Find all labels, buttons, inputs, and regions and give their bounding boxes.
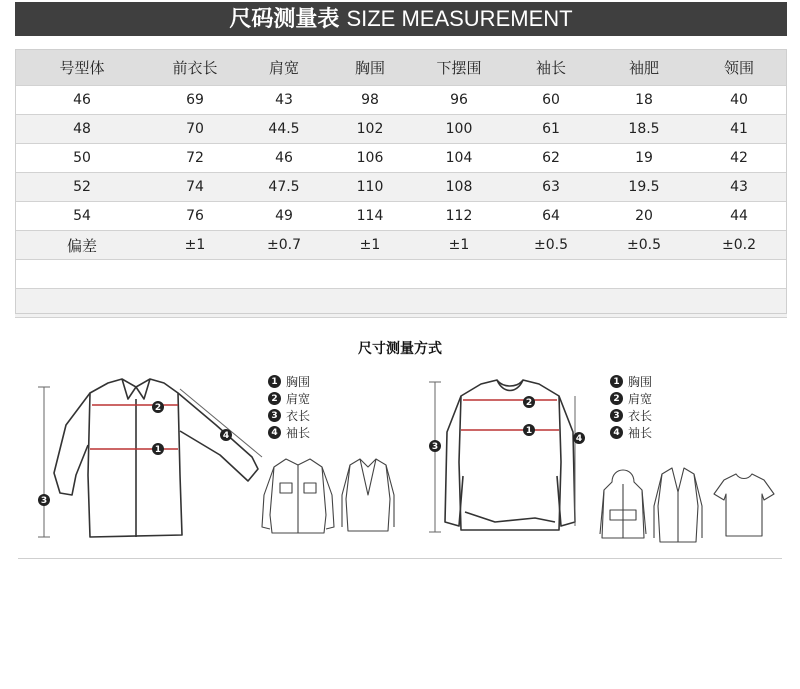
table-cell: 69 [149, 86, 241, 115]
header-collar: 领围 [691, 49, 787, 86]
table-cell: ±0.5 [597, 231, 691, 260]
table-cell: 47.5 [241, 173, 327, 202]
jacket-sketches [258, 455, 398, 545]
table-cell: ±0.2 [691, 231, 787, 260]
legend-label: 衣长 [628, 409, 653, 423]
legend-label: 胸围 [628, 375, 653, 389]
size-table [15, 49, 787, 318]
table-header-row [15, 49, 787, 86]
table-cell: 49 [241, 202, 327, 231]
legend-item [610, 373, 652, 390]
table-cell: 102 [327, 115, 413, 144]
svg-text:2: 2 [154, 403, 162, 413]
table-cell: 19.5 [597, 173, 691, 202]
shirt-illustration [30, 365, 270, 555]
legend-label: 衣长 [286, 409, 311, 423]
legend-item [268, 407, 310, 424]
table-row-empty [15, 289, 787, 318]
table-cell: 52 [15, 173, 149, 202]
table-cell: 114 [327, 202, 413, 231]
legend-label: 肩宽 [628, 392, 653, 406]
table-cell: 98 [327, 86, 413, 115]
table-cell: 60 [505, 86, 597, 115]
legend-label: 肩宽 [286, 392, 311, 406]
table-cell: 46 [15, 86, 149, 115]
table-cell: 76 [149, 202, 241, 231]
table-cell: 104 [413, 144, 505, 173]
table-cell: 112 [413, 202, 505, 231]
table-cell: 96 [413, 86, 505, 115]
legend-item [610, 390, 652, 407]
header-shoulder: 肩宽 [241, 49, 327, 86]
legend-item [268, 390, 310, 407]
table-cell: 72 [149, 144, 241, 173]
svg-text:4: 4 [575, 434, 583, 444]
table-cell: 62 [505, 144, 597, 173]
table-cell: 63 [505, 173, 597, 202]
number-badge: 2 [610, 392, 623, 405]
legend-item [610, 407, 652, 424]
table-row [15, 115, 787, 144]
header-sleeve-length: 袖长 [505, 49, 597, 86]
legend-right [610, 373, 652, 441]
jacket-illustration [258, 455, 398, 545]
title-cn: 尺码测量表 [229, 7, 340, 32]
table-cell: 43 [241, 86, 327, 115]
table-cell: 18 [597, 86, 691, 115]
table-cell: 106 [327, 144, 413, 173]
number-badge: 4 [610, 426, 623, 439]
title-en: SIZE MEASUREMENT [346, 6, 573, 31]
table-row [15, 202, 787, 231]
table-cell: 54 [15, 202, 149, 231]
table-row [15, 173, 787, 202]
legend-label: 袖长 [628, 426, 653, 440]
legend-label: 袖长 [286, 426, 311, 440]
header-size: 号型体 [15, 49, 149, 86]
table-cell: 42 [691, 144, 787, 173]
svg-text:3: 3 [40, 496, 48, 506]
table-cell: 44 [691, 202, 787, 231]
legend-label: 胸围 [286, 375, 311, 389]
table-cell: 74 [149, 173, 241, 202]
garment-sketches [598, 462, 778, 552]
table-cell: 64 [505, 202, 597, 231]
table-cell: 40 [691, 86, 787, 115]
garments-illustration [598, 462, 778, 552]
sweater-diagram [425, 372, 595, 542]
number-badge: 1 [268, 375, 281, 388]
empty-cell [15, 260, 787, 289]
svg-text:4: 4 [222, 431, 230, 441]
table-cell: 41 [691, 115, 787, 144]
table-cell: 110 [327, 173, 413, 202]
table-cell: 48 [15, 115, 149, 144]
svg-text:3: 3 [431, 442, 439, 452]
table-cell: 44.5 [241, 115, 327, 144]
table-row [15, 144, 787, 173]
header-hem: 下摆围 [413, 49, 505, 86]
legend-left [268, 373, 310, 441]
svg-text:2: 2 [525, 398, 533, 408]
legend-item [268, 373, 310, 390]
number-badge: 4 [268, 426, 281, 439]
table-row [15, 86, 787, 115]
number-badge: 1 [610, 375, 623, 388]
table-cell: 18.5 [597, 115, 691, 144]
table-cell: ±1 [149, 231, 241, 260]
table-cell: 70 [149, 115, 241, 144]
title-bar [15, 2, 787, 36]
table-cell: 50 [15, 144, 149, 173]
table-cell: ±1 [327, 231, 413, 260]
table-cell: 20 [597, 202, 691, 231]
empty-cell [15, 289, 787, 318]
table-cell: ±0.7 [241, 231, 327, 260]
table-cell: ±0.5 [505, 231, 597, 260]
svg-text:1: 1 [154, 445, 162, 455]
table-cell: ±1 [413, 231, 505, 260]
number-badge: 3 [610, 409, 623, 422]
sweater-illustration [425, 372, 595, 542]
table-cell: 19 [597, 144, 691, 173]
legend-item [268, 424, 310, 441]
divider [18, 558, 782, 559]
table-cell: 偏差 [15, 231, 149, 260]
legend-item [610, 424, 652, 441]
table-cell: 108 [413, 173, 505, 202]
table-cell: 100 [413, 115, 505, 144]
number-badge: 2 [268, 392, 281, 405]
measure-method-title: 尺寸测量方式 [358, 341, 442, 357]
number-badge: 3 [268, 409, 281, 422]
shirt-diagram [30, 365, 270, 555]
table-cell: 43 [691, 173, 787, 202]
table-row-tolerance [15, 231, 787, 260]
svg-text:1: 1 [525, 426, 533, 436]
table-cell: 46 [241, 144, 327, 173]
header-front-length: 前衣长 [149, 49, 241, 86]
table-cell: 61 [505, 115, 597, 144]
table-row-empty [15, 260, 787, 289]
header-sleeve-width: 袖肥 [597, 49, 691, 86]
header-chest: 胸围 [327, 49, 413, 86]
